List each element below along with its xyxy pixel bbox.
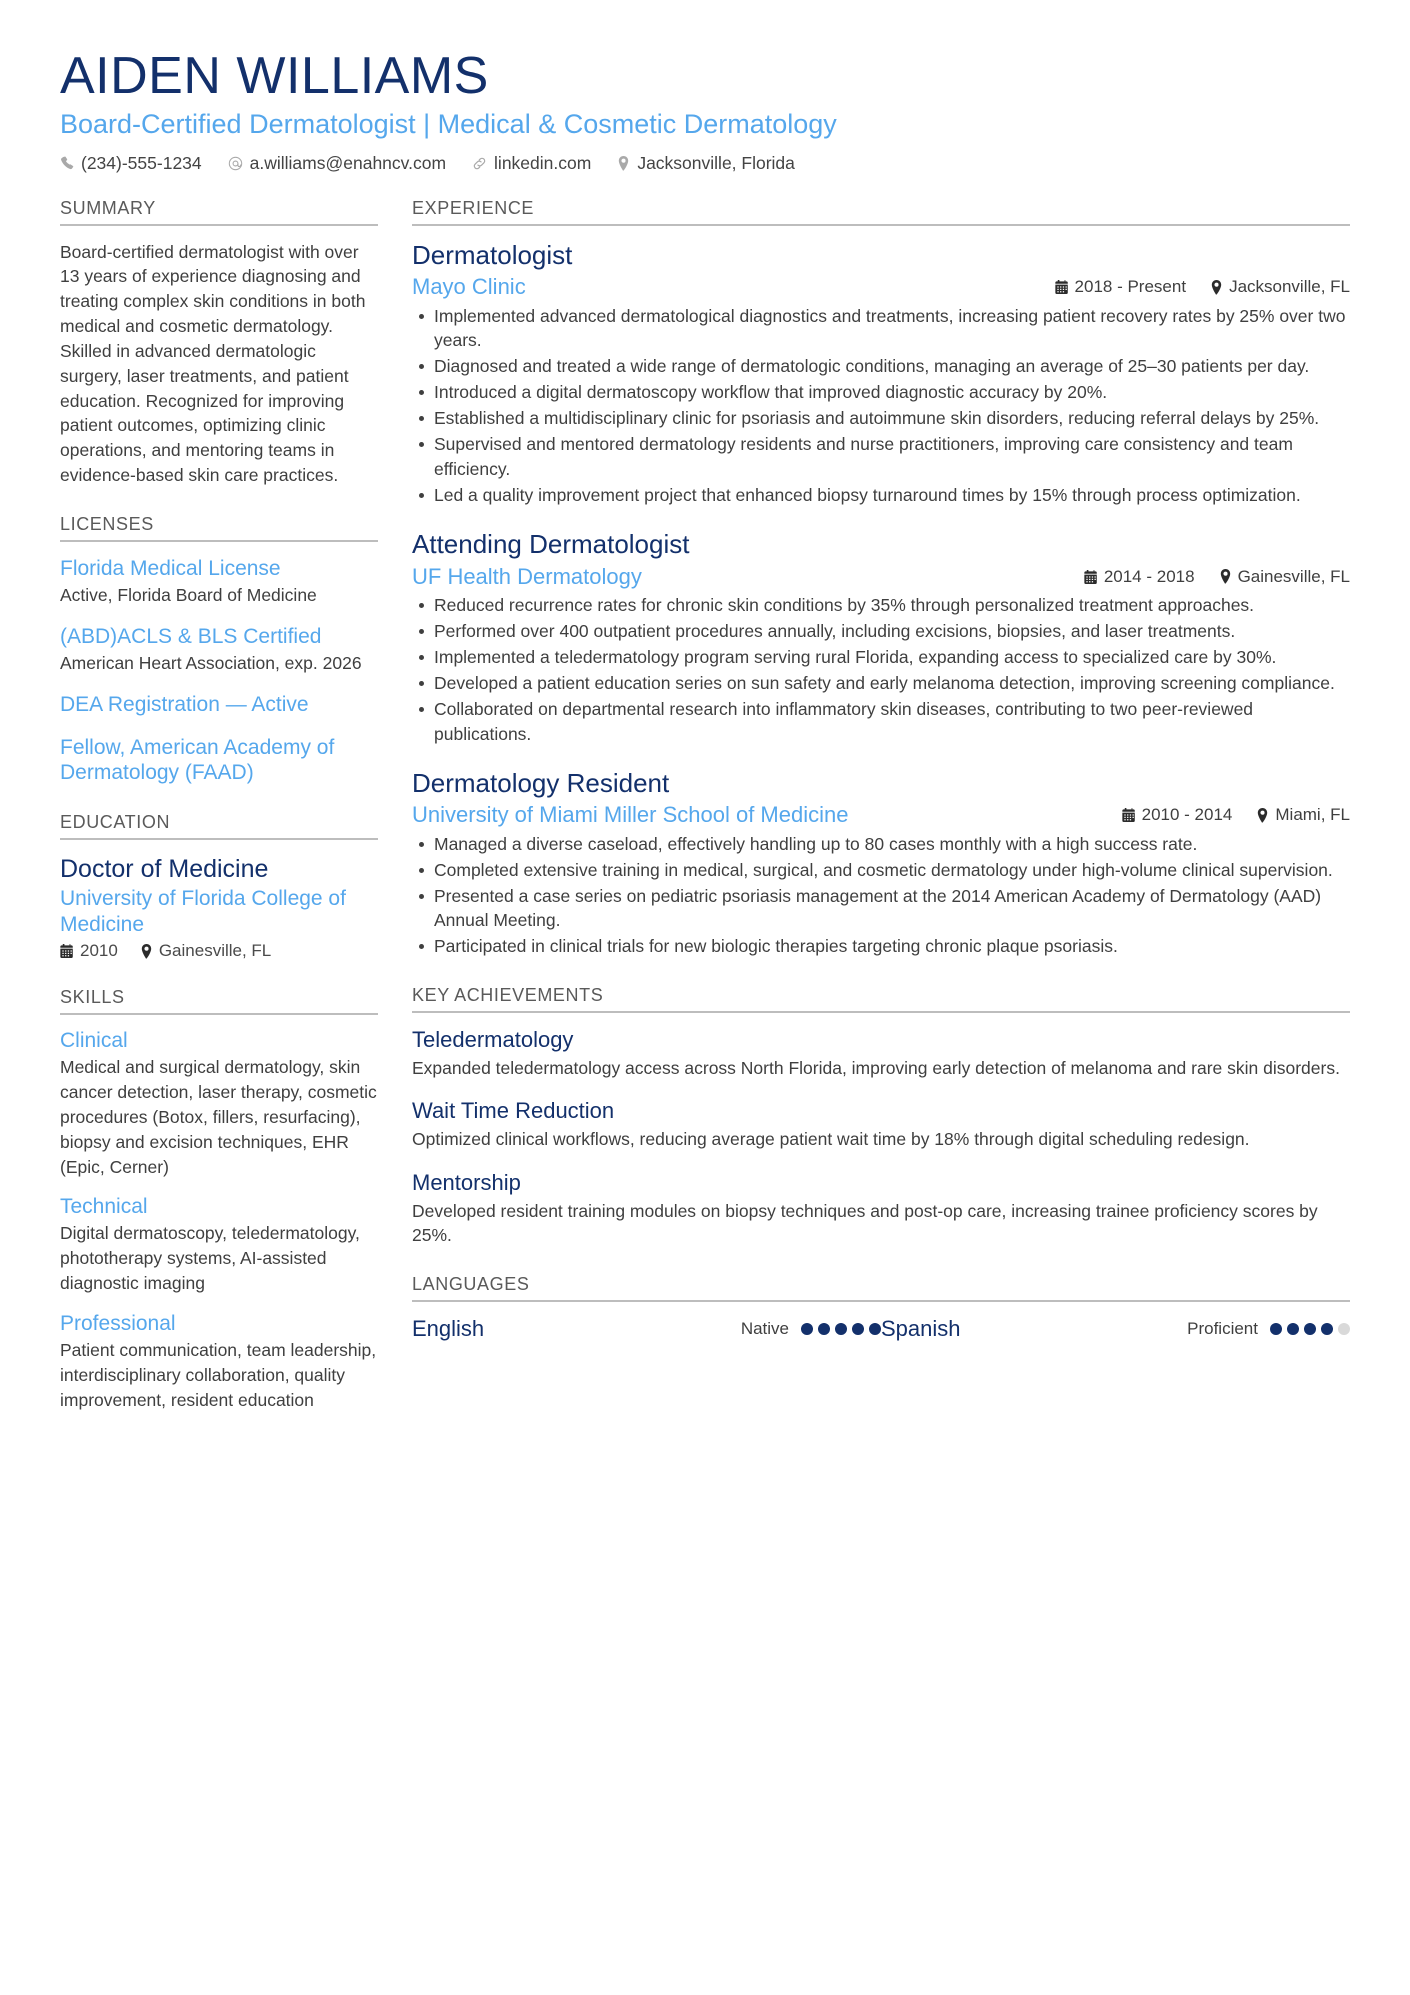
job-bullet: Developed a patient education series on sun safety and early melanoma detection, improving screening compliance. bbox=[412, 671, 1350, 695]
achievement-title: Wait Time Reduction bbox=[412, 1098, 615, 1124]
job-title: Attending Dermatologist bbox=[412, 528, 690, 559]
education-entry bbox=[60, 854, 378, 961]
job-bullet: Established a multidisciplinary clinic for psoriasis and autoimmune skin disorders, reducing referral delays by 25%. bbox=[412, 406, 1350, 430]
job-bullet: Presented a case series on pediatric psoriasis management at the 2014 American Academy of Dermatology (AAD) Annual Meeting. bbox=[412, 884, 1350, 932]
experience-entry bbox=[412, 529, 1350, 746]
license-title: (ABD)ACLS & BLS Certified bbox=[60, 625, 322, 649]
skill-list-text: Patient communication, team leadership, interdisciplinary collaboration, quality improvement, resident education bbox=[60, 1340, 377, 1410]
contact-item[interactable] bbox=[228, 153, 446, 174]
experience-entry bbox=[412, 768, 1350, 959]
location-icon bbox=[617, 156, 630, 171]
link-icon bbox=[472, 156, 487, 171]
proficiency-dot bbox=[1304, 1323, 1316, 1335]
skill-category-label: Clinical bbox=[60, 1029, 128, 1053]
location-icon bbox=[1256, 808, 1269, 823]
proficiency-dot bbox=[869, 1323, 881, 1335]
achievement-text: Expanded teledermatology access across North Florida, improving early detection of melanoma and rare skin disorders. bbox=[412, 1057, 1340, 1078]
job-bullet: Managed a diverse caseload, effectively handling up to 80 cases monthly with a high success rate. bbox=[412, 832, 1350, 856]
job-location bbox=[1210, 277, 1350, 297]
job-bullet: Implemented advanced dermatological diagnostics and treatments, increasing patient recovery rates by 25% over two years. bbox=[412, 304, 1350, 352]
job-header-line bbox=[412, 274, 1350, 300]
sidebar-column bbox=[60, 198, 378, 1439]
license-entry bbox=[60, 556, 378, 607]
school-name: University of Florida College of Medicine bbox=[60, 887, 346, 936]
company-name: Mayo Clinic bbox=[412, 274, 526, 300]
skill-group bbox=[60, 1195, 378, 1296]
job-bullet: Participated in clinical trials for new biologic therapies targeting chronic plaque psoriasis. bbox=[412, 934, 1350, 958]
education-section bbox=[60, 812, 378, 961]
skills-list bbox=[60, 1029, 378, 1412]
job-bullet: Completed extensive training in medical, surgical, and cosmetic dermatology under high-volume clinical supervision. bbox=[412, 858, 1350, 882]
job-location-text: Jacksonville, FL bbox=[1229, 277, 1350, 297]
language-name: English bbox=[412, 1315, 485, 1341]
degree-title: Doctor of Medicine bbox=[60, 855, 269, 884]
language-entry bbox=[412, 1316, 881, 1342]
professional-headline: Board-Certified Dermatologist | Medical & Cosmetic Dermatology bbox=[60, 109, 837, 140]
job-date bbox=[1084, 567, 1195, 587]
job-bullet: Supervised and mentored dermatology residents and nurse practitioners, improving care consistency and team efficiency. bbox=[412, 432, 1350, 480]
license-entry bbox=[60, 735, 378, 786]
languages-section bbox=[412, 1274, 1350, 1342]
summary-text: Board-certified dermatologist with over 13 years of experience diagnosing and treating complex skin conditions in both medical and cosmetic dermatology. Skilled in advanced dermatologic surgery, laser treatments, and patient education. Recognized for improving patient outcomes, optimizing clinic operations, and mentoring teams in evidence-based skin care practices. bbox=[60, 241, 366, 486]
job-date bbox=[1122, 805, 1233, 825]
achievement-text: Optimized clinical workflows, reducing average patient wait time by 18% through digital scheduling redesign. bbox=[412, 1129, 1250, 1150]
company-name: UF Health Dermatology bbox=[412, 563, 642, 589]
language-level: Native bbox=[740, 1318, 789, 1338]
skills-section-heading: SKILLS bbox=[60, 987, 378, 1015]
proficiency-dot bbox=[1270, 1323, 1282, 1335]
job-meta bbox=[1055, 277, 1350, 297]
proficiency-dot bbox=[1287, 1323, 1299, 1335]
skill-category-label: Professional bbox=[60, 1312, 176, 1335]
achievements-section bbox=[412, 985, 1350, 1248]
job-bullet: Reduced recurrence rates for chronic skin conditions by 35% through personalized treatment approaches. bbox=[412, 593, 1350, 617]
main-column bbox=[412, 198, 1350, 1368]
education-section-heading: EDUCATION bbox=[60, 812, 378, 840]
license-title: Fellow, American Academy of Dermatology (FAAD) bbox=[60, 735, 335, 785]
achievement-entry bbox=[412, 1098, 1350, 1152]
achievement-title: Teledermatology bbox=[412, 1026, 574, 1052]
language-proficiency-dots bbox=[1270, 1323, 1350, 1335]
job-header-line bbox=[412, 564, 1350, 590]
calendar-icon bbox=[1122, 808, 1136, 822]
achievement-entry bbox=[412, 1170, 1350, 1248]
contact-item[interactable] bbox=[617, 153, 795, 174]
experience-entry bbox=[412, 240, 1350, 507]
job-meta bbox=[1084, 567, 1350, 587]
experience-section-heading: EXPERIENCE bbox=[412, 198, 1350, 226]
calendar-icon bbox=[1084, 570, 1098, 584]
job-bullet-list bbox=[412, 832, 1350, 959]
proficiency-dot bbox=[801, 1323, 813, 1335]
job-bullet: Led a quality improvement project that enhanced biopsy turnaround times by 15% through process optimization. bbox=[412, 483, 1350, 507]
job-date-text: 2010 - 2014 bbox=[1141, 805, 1233, 825]
job-location-text: Miami, FL bbox=[1275, 805, 1350, 825]
achievements-section-heading: KEY ACHIEVEMENTS bbox=[412, 985, 1350, 1013]
page-title: AIDEN WILLIAMS bbox=[60, 47, 489, 105]
job-bullet-list bbox=[412, 304, 1350, 507]
license-title: Florida Medical License bbox=[60, 556, 281, 580]
license-subtitle: American Heart Association, exp. 2026 bbox=[60, 652, 362, 673]
contact-row bbox=[60, 153, 1350, 174]
education-location bbox=[140, 941, 271, 961]
job-location bbox=[1256, 805, 1350, 825]
proficiency-dot bbox=[818, 1323, 830, 1335]
job-title: Dermatology Resident bbox=[412, 767, 670, 798]
skill-list-text: Digital dermatoscopy, teledermatology, phototherapy systems, AI-assisted diagnostic imaging bbox=[60, 1223, 360, 1294]
license-title: DEA Registration — Active bbox=[60, 693, 309, 717]
experience-section bbox=[412, 198, 1350, 959]
skill-list-text: Medical and surgical dermatology, skin cancer detection, laser therapy, cosmetic procedures (Botox, fillers, resurfacing), biopsy and excision techniques, EHR (Epic, Cerner) bbox=[60, 1057, 377, 1177]
resume-header bbox=[60, 48, 1350, 174]
education-meta bbox=[60, 941, 378, 961]
proficiency-dot bbox=[852, 1323, 864, 1335]
company-name: University of Miami Miller School of Medicine bbox=[412, 802, 849, 828]
license-subtitle: Active, Florida Board of Medicine bbox=[60, 584, 317, 605]
license-entry bbox=[60, 624, 378, 675]
licenses-section-heading: LICENSES bbox=[60, 514, 378, 542]
email-icon bbox=[228, 156, 243, 171]
summary-section-heading: SUMMARY bbox=[60, 198, 378, 226]
job-date bbox=[1055, 277, 1187, 297]
licenses-list bbox=[60, 556, 378, 786]
language-name: Spanish bbox=[881, 1315, 961, 1341]
contact-text: (234)-555-1234 bbox=[81, 152, 202, 173]
job-bullet: Implemented a teledermatology program serving rural Florida, expanding access to specialized care by 30%. bbox=[412, 645, 1350, 669]
job-meta bbox=[1122, 805, 1350, 825]
language-proficiency-dots bbox=[801, 1323, 881, 1335]
license-entry bbox=[60, 692, 378, 718]
skill-category-label: Technical bbox=[60, 1195, 148, 1219]
job-bullet: Performed over 400 outpatient procedures annually, including excisions, biopsies, and laser treatments. bbox=[412, 619, 1350, 643]
languages-section-heading: LANGUAGES bbox=[412, 1274, 1350, 1302]
language-level: Proficient bbox=[1187, 1318, 1258, 1338]
skill-group bbox=[60, 1312, 378, 1413]
job-title: Dermatologist bbox=[412, 239, 573, 270]
achievement-title: Mentorship bbox=[412, 1169, 521, 1195]
job-location-text: Gainesville, FL bbox=[1237, 566, 1350, 586]
job-date-text: 2014 - 2018 bbox=[1103, 566, 1195, 586]
job-date-text: 2018 - Present bbox=[1074, 277, 1187, 297]
achievement-text: Developed resident training modules on biopsy techniques and post-op care, increasing trainee proficiency scores by 25%. bbox=[412, 1200, 1318, 1246]
location-icon bbox=[1210, 280, 1223, 295]
contact-text: Jacksonville, Florida bbox=[637, 152, 795, 173]
proficiency-dot bbox=[1338, 1323, 1350, 1335]
job-location bbox=[1219, 567, 1350, 587]
proficiency-dot bbox=[835, 1323, 847, 1335]
contact-item[interactable] bbox=[60, 153, 202, 174]
achievements-list bbox=[412, 1027, 1350, 1248]
education-location-text: Gainesville, FL bbox=[158, 941, 272, 961]
proficiency-dot bbox=[1321, 1323, 1333, 1335]
skill-group bbox=[60, 1029, 378, 1179]
contact-text: linkedin.com bbox=[494, 152, 592, 173]
calendar-icon bbox=[60, 944, 74, 958]
education-list bbox=[60, 854, 378, 961]
contact-text: a.williams@enahncv.com bbox=[249, 152, 447, 173]
summary-section bbox=[60, 198, 378, 488]
education-date-text: 2010 bbox=[80, 941, 118, 961]
job-header-line bbox=[412, 802, 1350, 828]
location-icon bbox=[1219, 569, 1232, 584]
location-icon bbox=[140, 944, 153, 959]
education-date bbox=[60, 941, 118, 961]
calendar-icon bbox=[1055, 280, 1069, 294]
job-bullet: Collaborated on departmental research into inflammatory skin diseases, contributing to two peer-reviewed publications. bbox=[412, 697, 1350, 745]
contact-item[interactable] bbox=[472, 153, 591, 174]
skills-section bbox=[60, 987, 378, 1412]
job-bullet-list bbox=[412, 593, 1350, 746]
languages-list bbox=[412, 1316, 1350, 1342]
achievement-entry bbox=[412, 1027, 1350, 1081]
experience-list bbox=[412, 240, 1350, 959]
licenses-section bbox=[60, 514, 378, 786]
phone-icon bbox=[60, 156, 74, 170]
language-entry bbox=[881, 1316, 1350, 1342]
job-bullet: Diagnosed and treated a wide range of dermatologic conditions, managing an average of 25–30 patients per day. bbox=[412, 354, 1350, 378]
job-bullet: Introduced a digital dermatoscopy workflow that improved diagnostic accuracy by 20%. bbox=[412, 380, 1350, 404]
